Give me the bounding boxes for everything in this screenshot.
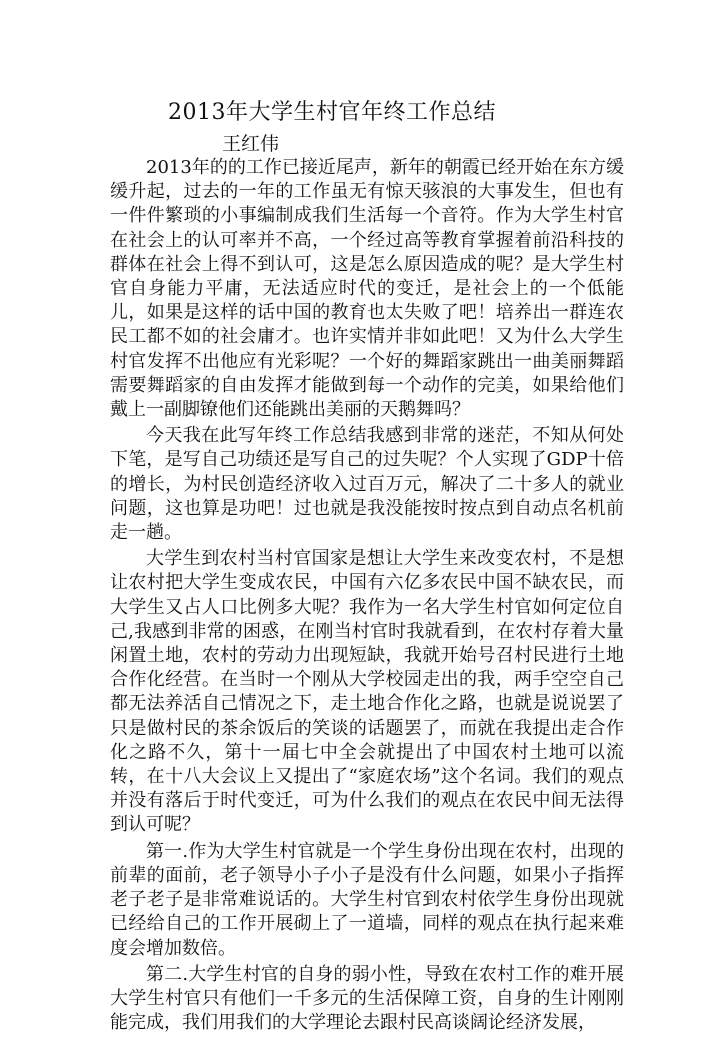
paragraph-role-reflection: 大学生到农村当村官国家是想让大学生来改变农村，不是想让农村把大学生变成农民，中国有六亿多农民中国不缺农民，而大学生又占人口比例多大呢？我作为一名大学生村官如何定位自己,我感到非常的困惑，在刚当村官时我就看到，在农村存着大量闲置土地，农村的劳动力出现短缺，我就开始号召村民进行土地合作化经营。在当时一个刚从大学校园走出的我，两手空空自己都无法养活自己情况之下，走土地合作化之路，也就是说说罢了只是做村民的茶余饭后的笑谈的话题罢了，而就在我提出走合作化之路不久，第十一届七中全会就提出了中国农村土地可以流转，在十八大会议上又提出了“家庭农场”这个名词。我们的观点并没有落后于时代变迁，可为什么我们的观点在农民中间无法得到认可呢？	[110, 548, 624, 836]
paragraph-year-summary: 今天我在此写年终工作总结我感到非常的迷茫，不知从何处下笔，是写自己功绩还是写自己的过失呢？个人实现了GDP十倍的增长，为村民创造经济收入过百万元，解决了二十多人的就业问题，这也算是功吧！过也就是我没能按时按点到自动点名机前走一趟。	[110, 425, 624, 544]
document-author: 王红伟	[222, 133, 280, 155]
paragraph-point-two: 第二.大学生村官的自身的弱小性，导致在农村工作的难开展大学生村官只有他们一千多元的生活保障工资，自身的生计刚刚能完成，我们用我们的大学理论去跟村民高谈阔论经济发展，	[110, 963, 624, 1034]
paragraph-point-one: 第一.作为大学生村官就是一个学生身份出现在农村，出现的前辈的面前，老子领导小子小子是没有什么问题，如果小子指挥老子老子是非常难说话的。大学生村官到农村依学生身份出现就已经给自己的工作开展砌上了一道墙，同样的观点在执行起来难度会增加数倍。	[110, 840, 624, 959]
paragraph-intro: 2013年的的工作已接近尾声，新年的朝霞已经开始在东方缓缓升起，过去的一年的工作虽无有惊天骇浪的大事发生，但也有一件件繁琐的小事编制成我们生活每一个音符。作为大学生村官在社会上的认可率并不高，一个经过高等教育掌握着前沿科技的群体在社会上得不到认可，这是怎么原因造成的呢？是大学生村官自身能力平庸，无法适应时代的变迁，是社会上的一个低能儿，如果是这样的话中国的教育也太失败了吧！培养出一群连农民工都不如的社会庸才。也许实情并非如此吧！又为什么大学生村官发挥不出他应有光彩呢？一个好的舞蹈家跳出一曲美丽舞蹈需要舞蹈家的自由发挥才能做到每一个动作的完美，如果给他们戴上一副脚镣他们还能跳出美丽的天鹅舞吗？	[110, 157, 624, 421]
document-title: 2013年大学生村官年终工作总结	[168, 100, 496, 125]
document-body	[110, 156, 624, 1037]
